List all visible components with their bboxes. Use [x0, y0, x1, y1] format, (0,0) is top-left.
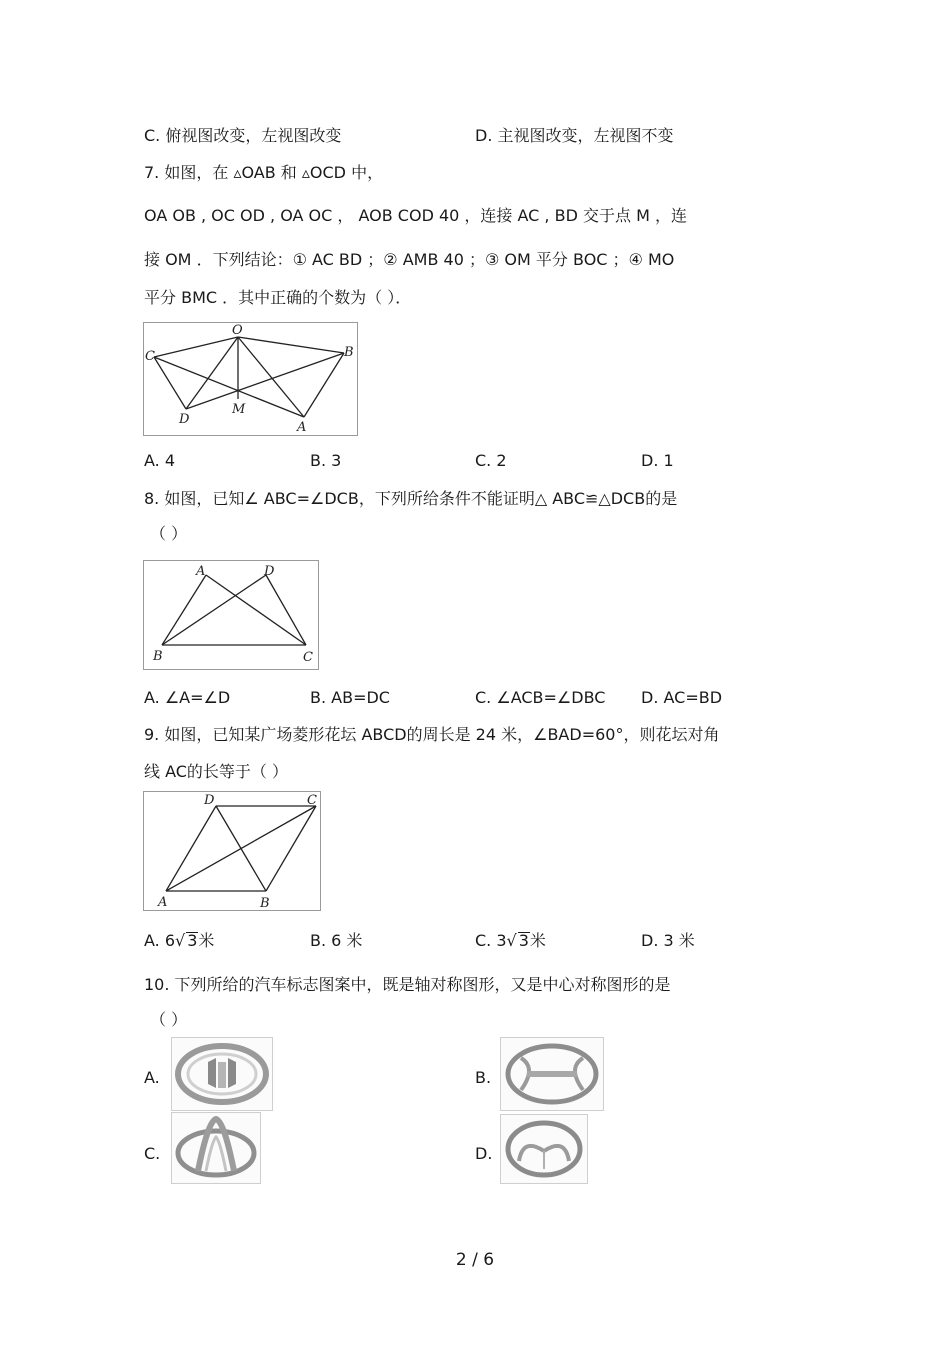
q6-option-d: D. 主视图改变，左视图不变: [475, 126, 674, 145]
q8-option-b: B. AB=DC: [310, 688, 390, 707]
sqrt-sign-icon: √: [506, 931, 517, 950]
car-logo-d-icon: [500, 1114, 588, 1184]
q8-label-a: A: [196, 564, 206, 579]
q7-option-b: B. 3: [310, 451, 342, 470]
car-logo-b-icon: [500, 1037, 604, 1111]
q10-stem-line2: （ ）: [150, 1010, 188, 1029]
q7-stem-line1: 7. 如图，在 ▵OAB 和 ▵OCD 中，: [144, 163, 384, 182]
q7-stem-line3: 接 OM ．下列结论：① AC BD ；② AMB 40 ；③ OM 平分 BOC ；④ MO: [144, 250, 675, 269]
q7-option-c: C. 2: [475, 451, 507, 470]
q9-option-c: [475, 931, 546, 951]
q8-stem-line1: 8. 如图，已知∠ ABC=∠DCB，下列所给条件不能证明△ ABC≌△DCB的是: [144, 489, 678, 508]
q8-option-a: A. ∠A=∠D: [144, 688, 231, 707]
q7-option-a: A. 4: [144, 451, 176, 470]
q7-figure: [143, 322, 358, 436]
q7-label-c: C: [145, 349, 155, 364]
car-logo-a-icon: [171, 1037, 273, 1111]
q9-label-a: A: [158, 895, 168, 910]
q9-label-d: D: [204, 793, 215, 808]
q7-option-d: D. 1: [641, 451, 674, 470]
q9-option-a: [144, 931, 214, 951]
sqrt-sign-icon: √: [175, 931, 186, 950]
q7-label-o: O: [232, 323, 243, 338]
q9-stem-line1: 9. 如图，已知某广场菱形花坛 ABCD的周长是 24 米，∠BAD=60°，则花坛对角: [144, 725, 720, 744]
q8-label-c: C: [303, 650, 313, 665]
q9-option-c-unit: 米: [529, 931, 546, 950]
q9-option-c-prefix: C. 3: [475, 931, 507, 950]
q9-option-d: D. 3 米: [641, 931, 695, 950]
q9-figure: [143, 791, 321, 911]
q7-label-m: M: [232, 402, 246, 417]
q8-option-d: D. AC=BD: [641, 688, 723, 707]
q7-stem-line4: 平分 BMC ．其中正确的个数为（ ）．: [144, 288, 412, 307]
q8-label-b: B: [153, 649, 163, 664]
q10-option-d-label: D.: [475, 1144, 493, 1163]
q7-label-b: B: [344, 345, 354, 360]
q9-option-a-prefix: A. 6: [144, 931, 176, 950]
page-number: 2 / 6: [455, 1250, 495, 1270]
q9-stem-line2: 线 AC的长等于（ ）: [144, 762, 289, 781]
q7-label-a: A: [297, 420, 307, 435]
q8-figure: [143, 560, 319, 670]
q6-option-c: C. 俯视图改变，左视图改变: [144, 126, 342, 145]
q9-option-a-unit: 米: [198, 931, 215, 950]
q10-option-a-label: A.: [144, 1068, 160, 1087]
q8-stem-line2: （ ）: [150, 524, 188, 543]
q9-option-c-radicand: 3: [518, 931, 529, 950]
q9-label-c: C: [307, 793, 317, 808]
q7-label-d: D: [179, 412, 190, 427]
q9-option-b: B. 6 米: [310, 931, 363, 950]
car-logo-c-icon: [171, 1112, 261, 1184]
q7-stem-line2: OA OB , OC OD , OA OC ， AOB COD 40 ，连接 AC , BD 交于点 M ，连: [144, 206, 687, 225]
q8-label-d: D: [264, 564, 275, 579]
q10-option-b-label: B.: [475, 1068, 492, 1087]
q10-stem-line1: 10. 下列所给的汽车标志图案中，既是轴对称图形，又是中心对称图形的是: [144, 975, 671, 994]
q9-option-a-radicand: 3: [187, 931, 198, 950]
q10-option-c-label: C.: [144, 1144, 161, 1163]
q8-option-c: C. ∠ACB=∠DBC: [475, 688, 606, 707]
q9-label-b: B: [260, 896, 270, 910]
